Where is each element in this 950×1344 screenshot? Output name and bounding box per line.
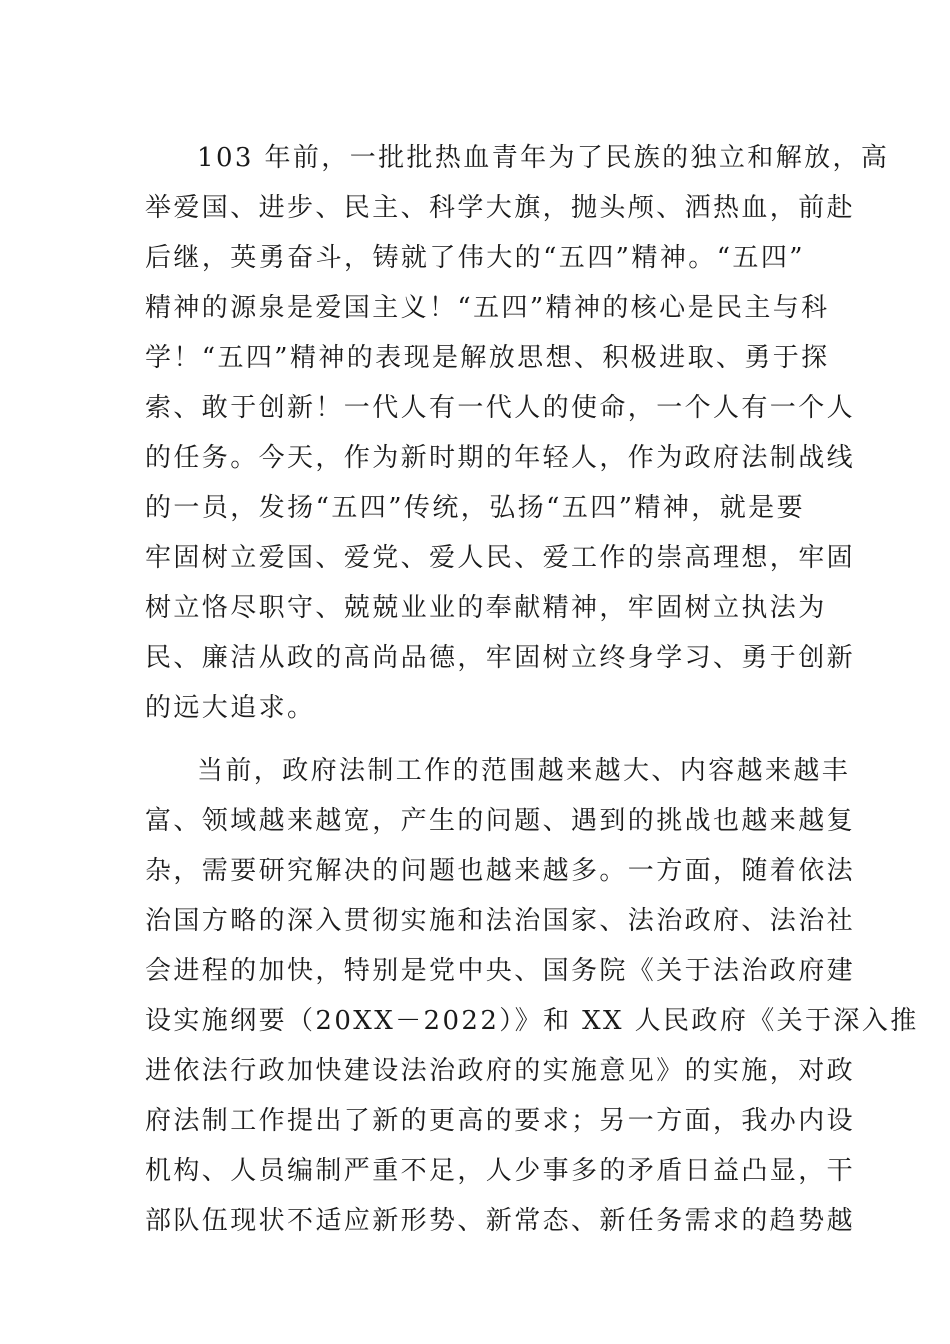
text-line: 牢固树立爱国、爱党、爱人民、爱工作的崇高理想，牢固 — [145, 543, 856, 573]
paragraph-gap — [145, 733, 805, 746]
text-line: 举爱国、进步、民主、科学大旗，抛头颅、洒热血，前赴 — [145, 193, 856, 223]
text-line: 的一员，发扬“五四”传统，弘扬“五四”精神，就是要 — [145, 493, 805, 523]
text-line: 府法制工作提出了新的更高的要求；另一方面，我办内设 — [145, 1106, 856, 1136]
text-line: 索、敢于创新！一代人有一代人的使命，一个人有一个人 — [145, 393, 856, 423]
paragraph-1 — [145, 133, 890, 733]
body-text — [145, 133, 919, 1246]
text-line: 的远大追求。 — [145, 693, 316, 723]
text-line: 进依法行政加快建设法治政府的实施意见》的实施，对政 — [145, 1056, 856, 1086]
text-line: 民、廉洁从政的高尚品德，牢固树立终身学习、勇于创新 — [145, 643, 856, 673]
text-line: 富、领域越来越宽，产生的问题、遇到的挑战也越来越复 — [145, 806, 856, 836]
paragraph-2 — [145, 746, 919, 1246]
text-line: 会进程的加快，特别是党中央、国务院《关于法治政府建 — [145, 956, 856, 986]
text-line: 树立恪尽职守、兢兢业业的奉献精神，牢固树立执法为 — [145, 593, 827, 623]
text-line: 的任务。今天，作为新时期的年轻人，作为政府法制战线 — [145, 443, 856, 473]
text-line: 学！“五四”精神的表现是解放思想、积极进取、勇于探 — [145, 343, 830, 373]
text-line: 设实施纲要（20XX－2022）》和 XX 人民政府《关于深入推 — [145, 1006, 919, 1036]
text-line: 103 年前，一批批热血青年为了民族的独立和解放，高 — [197, 143, 890, 173]
text-line: 部队伍现状不适应新形势、新常态、新任务需求的趋势越 — [145, 1206, 856, 1236]
text-line: 机构、人员编制严重不足，人少事多的矛盾日益凸显，干 — [145, 1156, 856, 1186]
text-line: 精神的源泉是爱国主义！“五四”精神的核心是民主与科 — [145, 293, 830, 323]
text-line: 治国方略的深入贯彻实施和法治国家、法治政府、法治社 — [145, 906, 856, 936]
text-line: 后继，英勇奋斗，铸就了伟大的“五四”精神。“五四” — [145, 243, 805, 273]
text-line: 当前，政府法制工作的范围越来越大、内容越来越丰 — [197, 756, 851, 786]
text-line: 杂，需要研究解决的问题也越来越多。一方面，随着依法 — [145, 856, 856, 886]
